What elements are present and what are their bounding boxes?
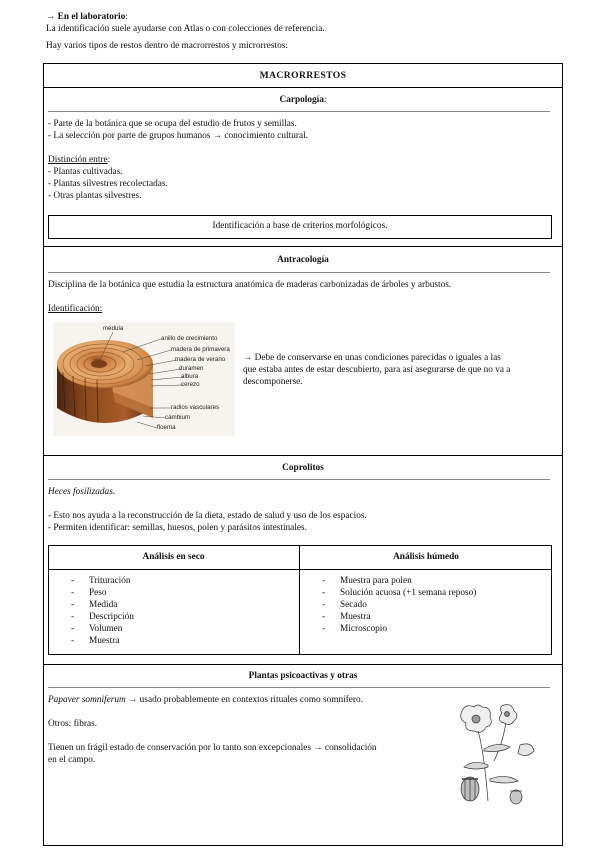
coprolitos-bullet-2: - Permiten identificar: semillas, huesos, polen y parásitos intestinales. — [48, 523, 307, 533]
section-divider — [43, 664, 563, 665]
identificacion-label: Identificación: — [48, 304, 103, 314]
label-floema: floema — [157, 424, 176, 431]
arrow-icon: → — [46, 12, 56, 22]
label-primavera: madera de primavera — [171, 346, 230, 353]
label-radios: radios vasculares — [171, 404, 220, 411]
label-cerezo: cerezo — [181, 381, 200, 388]
humedo-item: - Microscopio — [322, 624, 387, 634]
conservacion-line-1: Tienen un frágil estado de conservación por lo tanto son excepcionales → consolidación — [48, 743, 377, 753]
section-divider — [43, 246, 563, 247]
antracologia-side-text-2: que estaba antes de estar descubierto, para así asegurarse de que no va a — [243, 365, 511, 375]
poppy-illustration-svg — [454, 701, 540, 809]
antracologia-side-text-1: → Debe de conservarse en unas condiciones parecidas o iguales a las — [243, 353, 501, 363]
distincion-item-3: - Otras plantas silvestres. — [48, 191, 142, 201]
distincion-item-2: - Plantas silvestres recolectadas. — [48, 179, 168, 189]
seco-item: - Trituración — [71, 576, 131, 586]
intro-line-2: Hay varios tipos de restos dentro de macrorrestos y microrrestos: — [46, 41, 288, 51]
humedo-item: - Muestra para polen — [322, 576, 412, 586]
papaver-line — [48, 694, 363, 706]
macrorrestos-title: MACRORRESTOS — [259, 70, 347, 81]
label-albura: albura — [181, 373, 199, 380]
seco-item: - Medida — [71, 600, 118, 610]
papaver-text: → usado probablemente en contextos rituales como somnífero. — [125, 695, 364, 705]
otros-line: Otros: fibras. — [48, 719, 98, 729]
psicoactivas-separator — [48, 687, 550, 688]
antracologia-side-text-3: descomponerse. — [243, 377, 303, 387]
antracologia-description: Disciplina de la botánica que estudia la estructura anatómica de maderas carbonizadas de árboles y arbustos. — [48, 280, 452, 290]
humedo-item: - Secado — [322, 600, 367, 610]
intro-line-1: La identificación suele ayudarse con Atlas o con colecciones de referencia. — [46, 24, 325, 34]
coprolitos-bullet-1: - Esto nos ayuda a la reconstrucción de la dieta, estado de salud y uso de los espacios. — [48, 511, 367, 521]
seco-item: - Peso — [71, 588, 107, 598]
humedo-item: - Solución acuosa (+1 semana reposo) — [322, 588, 477, 598]
humedo-item: - Muestra — [322, 612, 371, 622]
antracologia-separator — [48, 272, 550, 273]
label-duramen: duramen — [179, 365, 204, 372]
carpologia-bullet-1: - Parte de la botánica que se ocupa del estudio de frutos y semillas. — [48, 119, 297, 129]
seco-item: - Volumen — [71, 624, 123, 634]
label-medula: médula — [103, 325, 124, 332]
antracologia-title: Antracología — [277, 255, 329, 265]
identificacion-box-text: Identificación a base de criterios morfológicos. — [212, 221, 388, 231]
lab-heading-title: En el laboratorio — [57, 12, 126, 22]
lab-heading — [46, 11, 128, 23]
carpologia-title: Carpología: — [279, 95, 327, 105]
distincion-item-1: - Plantas cultivadas. — [48, 167, 123, 177]
analysis-table-header-rule — [48, 569, 552, 570]
poppy-illustration — [454, 701, 540, 809]
section-divider — [43, 455, 563, 456]
seco-item: - Descripción — [71, 612, 134, 622]
label-anillo: anillo de crecimiento — [161, 335, 218, 342]
conservacion-line-2: en el campo. — [48, 755, 96, 765]
analisis-humedo-title: Análisis húmedo — [393, 552, 459, 562]
carpologia-bullet-2: - La selección por parte de grupos humanos → conocimiento cultural. — [48, 131, 308, 141]
psicoactivas-title: Plantas psicoactivas y otras — [248, 671, 358, 681]
coprolitos-subtitle: Heces fosilizadas. — [48, 487, 116, 497]
coprolitos-separator — [48, 479, 550, 480]
seco-item: - Muestra — [71, 636, 120, 646]
wood-cross-section-diagram — [53, 322, 235, 436]
label-cambium: cámbium — [165, 414, 191, 421]
section-divider — [43, 87, 563, 88]
papaver-name: Papaver somniferum — [48, 695, 126, 705]
lab-heading-colon: : — [125, 12, 128, 22]
coprolitos-title: Coprolitos — [282, 463, 324, 473]
analisis-seco-title: Análisis en seco — [142, 552, 205, 562]
carpologia-separator — [48, 111, 550, 112]
distincion-label: Distinción entre: — [48, 155, 111, 165]
label-verano: madera de verano — [175, 356, 226, 363]
